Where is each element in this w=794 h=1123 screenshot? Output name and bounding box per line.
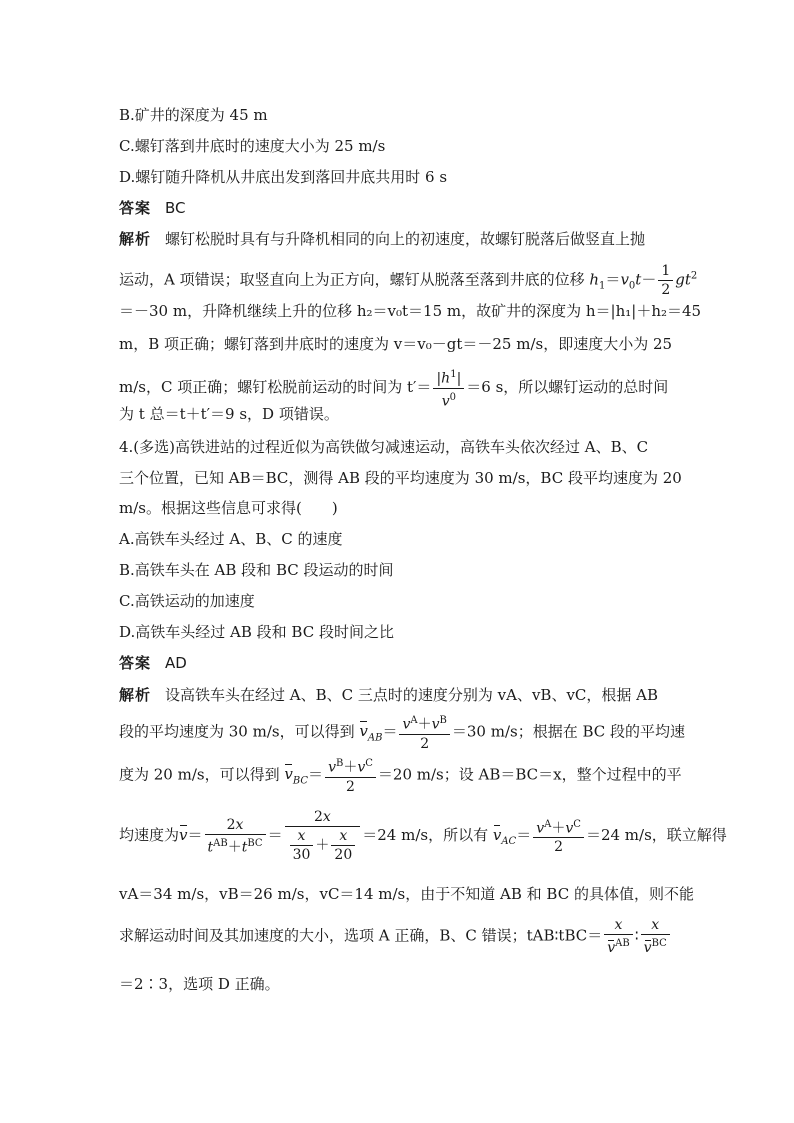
q3-analysis-line-2: 运动，A 项错误；取竖直向上为正方向，螺钉从脱落至落到井底的位移 $h_1=v_0t-$ $\frac{1}{2}$ $gt^2$ (119, 263, 698, 298)
analysis-text: 运动，A 项错误；取竖直向上为正方向，螺钉从脱落至落到井底的位移 (119, 270, 590, 289)
answer-label: 答案 (119, 199, 152, 217)
q3-option-c: C.螺钉落到井底时的速度大小为 25 m/s (119, 137, 386, 155)
q4-analysis-line-6: 求解运动时间及其加速度的大小，选项 A 正确，B、C 错误；tAB∶tBC＝ $\frac{x}{v^{AB}}$ ∶ $\frac{x}{v^{BC}}$ (119, 916, 672, 957)
analysis-text: 度为 20 m/s，可以得到 (119, 765, 285, 784)
analysis-text: 均速度为 (119, 826, 180, 844)
q4-analysis-line-2: 段的平均速度为 30 m/s，可以得到 $v_{AB}=$ $\frac{v^A+v^B}{2}$ ＝30 m/s；根据在 BC 段的平均速 (119, 712, 685, 753)
fraction-2x-over-xsum: 2x $\frac{x}{30}$ ＋ $\frac{x}{20}$ (285, 808, 361, 864)
fraction-vbc: $\frac{v^B+v^C}{2}$ (325, 755, 376, 796)
q4-analysis-line-7: ＝2∶3，选项 D 正确。 (119, 975, 280, 993)
fraction-vac: $\frac{v^A+v^C}{2}$ (533, 816, 584, 857)
q3-answer: BC (165, 199, 186, 217)
analysis-text: ＝20 m/s；设 AB＝BC＝x，整个过程中的平 (377, 765, 682, 784)
q3-analysis-line-6: 为 t 总＝t＋t′＝9 s，D 项错误。 (119, 405, 339, 423)
q4-analysis-line-5: vA＝34 m/s，vB＝26 m/s，vC＝14 m/s，由于不知道 AB 和 BC 的具体值，则不能 (119, 885, 694, 903)
q4-analysis-line-3: 度为 20 m/s，可以得到 $v_{BC}=$ $\frac{v^B+v^C}{2}$ ＝20 m/s；设 AB＝BC＝x，整个过程中的平 (119, 755, 682, 796)
q4-analysis-line-4: 均速度为v＝ $\frac{2x}{t^{AB}+t^{BC}}$ ＝ 2x $\frac{x}{30}$ ＋ $\frac{x}{20}$ ＝24 m/s，所以有 $v_{AC}=$ $\frac{v^A+v^C}{2}$ ＝24 m/s，联立解得 (119, 809, 727, 863)
fraction-2x-over-tsum: $\frac{2x}{t^{AB}+t^{BC}}$ (205, 816, 266, 857)
fraction-x-over-vab: $\frac{x}{v^{AB}}$ (604, 916, 633, 957)
q3-analysis-line-4: m，B 项正确；螺钉落到井底时的速度为 v＝v₀－gt＝－25 m/s，即速度大小为 25 (119, 335, 673, 353)
fraction-x-over-vbc: $\frac{x}{v^{BC}}$ (641, 916, 670, 957)
q3-option-d: D.螺钉随升降机从井底出发到落回井底共用时 6 s (119, 168, 448, 186)
q3-option-b: B.矿井的深度为 45 m (119, 106, 268, 124)
analysis-text: ＝6 s，所以螺钉运动的总时间 (466, 378, 669, 397)
q4-option-b: B.高铁车头在 AB 段和 BC 段运动的时间 (119, 561, 394, 579)
analysis-text: 设高铁车头在经过 A、B、C 三点时的速度分别为 vA、vB、vC，根据 AB (165, 686, 659, 704)
q4-stem-line-3: m/s。根据这些信息可求得( ) (119, 499, 338, 517)
q4-stem-line-1: 4.(多选)高铁进站的过程近似为高铁做匀减速运动，高铁车头依次经过 A、B、C (119, 438, 649, 456)
fraction-half: $\frac{1}{2}$ (658, 262, 673, 299)
q4-stem-line-2: 三个位置，已知 AB＝BC，测得 AB 段的平均速度为 30 m/s，BC 段平均速度为 20 (119, 469, 682, 487)
analysis-text: ＝24 m/s，联立解得 (585, 826, 727, 844)
analysis-text: 段的平均速度为 30 m/s，可以得到 (119, 722, 360, 741)
analysis-text: 螺钉松脱时具有与升降机相同的向上的初速度，故螺钉脱落后做竖直上抛 (165, 230, 646, 248)
fraction-vab: $\frac{v^A+v^B}{2}$ (399, 712, 449, 753)
analysis-text: 求解运动时间及其加速度的大小，选项 A 正确，B、C 错误；tAB∶tBC＝ (119, 926, 603, 945)
analysis-text: ＝24 m/s，所以有 (362, 826, 493, 844)
analysis-text: ＝30 m/s；根据在 BC 段的平均速 (451, 722, 686, 741)
q4-answer: AD (165, 654, 187, 672)
analysis-label: 解析 (119, 686, 152, 704)
fraction-h1-over-v0: $\frac{|h^1|}{v^0}$ (433, 366, 464, 410)
q3-analysis-line-3: ＝－30 m，升降机继续上升的位移 h₂＝v₀t＝15 m，故矿井的深度为 h＝|h₁|＋h₂＝45 (119, 302, 702, 320)
answer-label: 答案 (119, 654, 152, 672)
analysis-label: 解析 (119, 230, 152, 248)
q4-option-c: C.高铁运动的加速度 (119, 592, 255, 610)
q3-analysis-line-1 (119, 228, 645, 250)
q4-option-a: A.高铁车头经过 A、B、C 的速度 (119, 530, 343, 548)
q4-answer-row (119, 652, 187, 674)
q4-analysis-line-1 (119, 684, 658, 706)
analysis-text: m/s，C 项正确；螺钉松脱前运动的时间为 t′＝ (119, 378, 432, 397)
q4-option-d: D.高铁车头经过 AB 段和 BC 段时间之比 (119, 623, 394, 641)
q3-answer-row (119, 197, 186, 219)
